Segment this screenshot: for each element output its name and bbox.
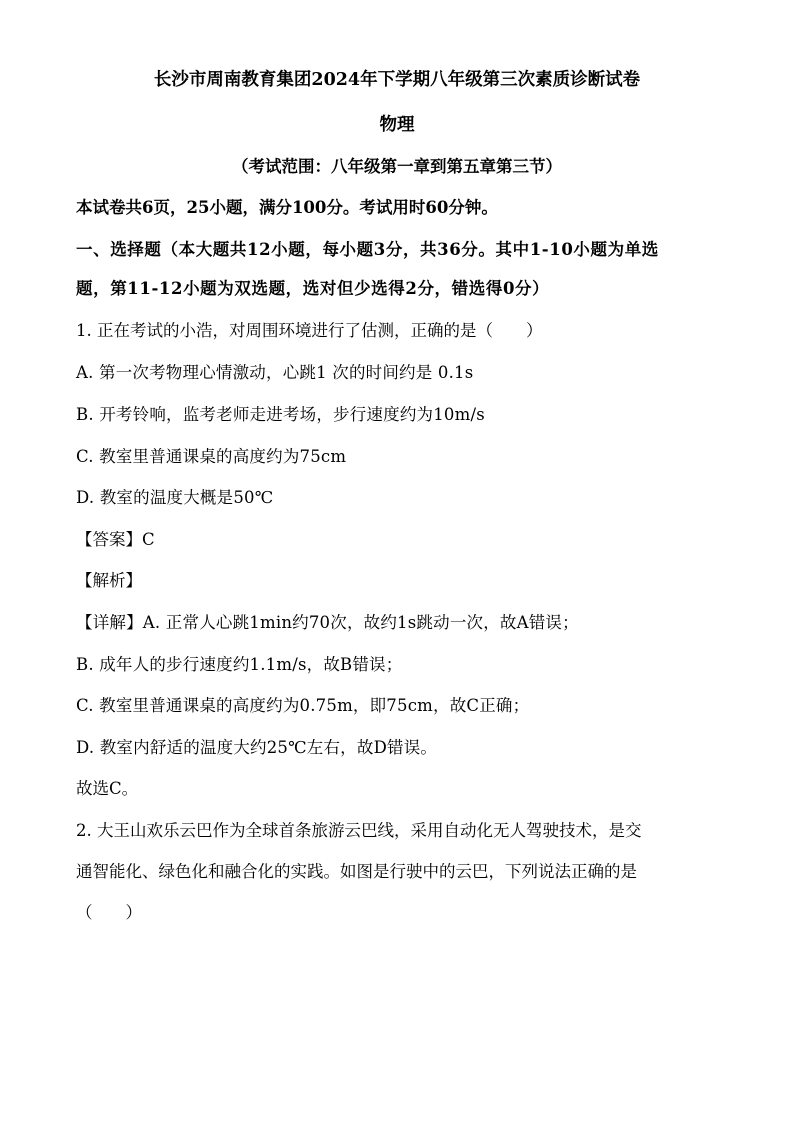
question-1-detail-a: 【详解】A. 正常人心跳1min约70次，故约1s跳动一次，故A错误； [76, 613, 579, 632]
question-2-stem-line-3: （ ） [76, 903, 142, 922]
question-1-option-a: A. 第一次考物理心情激动，心跳1 次的时间约是 0.1s [76, 363, 474, 382]
question-1-option-d: D. 教室的温度大概是50℃ [76, 488, 274, 507]
exam-intro: 本试卷共6页，25小题，满分100分。考试用时60分钟。 [76, 198, 498, 217]
question-2-stem-line-1: 2. 大王山欢乐云巴作为全球首条旅游云巴线，采用自动化无人驾驶技术，是交 [76, 821, 642, 840]
question-1-stem: 1. 正在考试的小浩，对周围环境进行了估测，正确的是（ ） [76, 321, 543, 340]
section-heading-line-1: 一、选择题（本大题共12小题，每小题3分，共36分。其中1-10小题为单选 [76, 240, 659, 259]
question-1-detail-c: C. 教室里普通课桌的高度约为0.75m，即75cm，故C正确； [76, 696, 530, 715]
exam-title: 长沙市周南教育集团2024年下学期八年级第三次素质诊断试卷 [153, 70, 641, 90]
question-1-conclusion: 故选C。 [76, 779, 139, 798]
section-heading-line-2: 题，第11-12小题为双选题，选对但少选得2分，错选得0分） [76, 279, 550, 298]
question-1-analysis-label: 【解析】 [76, 571, 142, 590]
question-1-option-c: C. 教室里普通课桌的高度约为75cm [76, 447, 347, 466]
question-2-stem-line-2: 通智能化、绿色化和融合化的实践。如图是行驶中的云巴，下列说法正确的是 [76, 862, 637, 881]
question-1-detail-d: D. 教室内舒适的温度大约25℃左右，故D错误。 [76, 738, 438, 757]
question-1-option-b: B. 开考铃响，监考老师走进考场，步行速度约为10m/s [76, 405, 485, 424]
exam-scope: （考试范围：八年级第一章到第五章第三节） [232, 157, 562, 176]
subject-title: 物理 [379, 115, 415, 135]
question-1-answer: 【答案】C [76, 530, 155, 549]
question-1-detail-b: B. 成年人的步行速度约1.1m/s，故B错误； [76, 655, 403, 674]
